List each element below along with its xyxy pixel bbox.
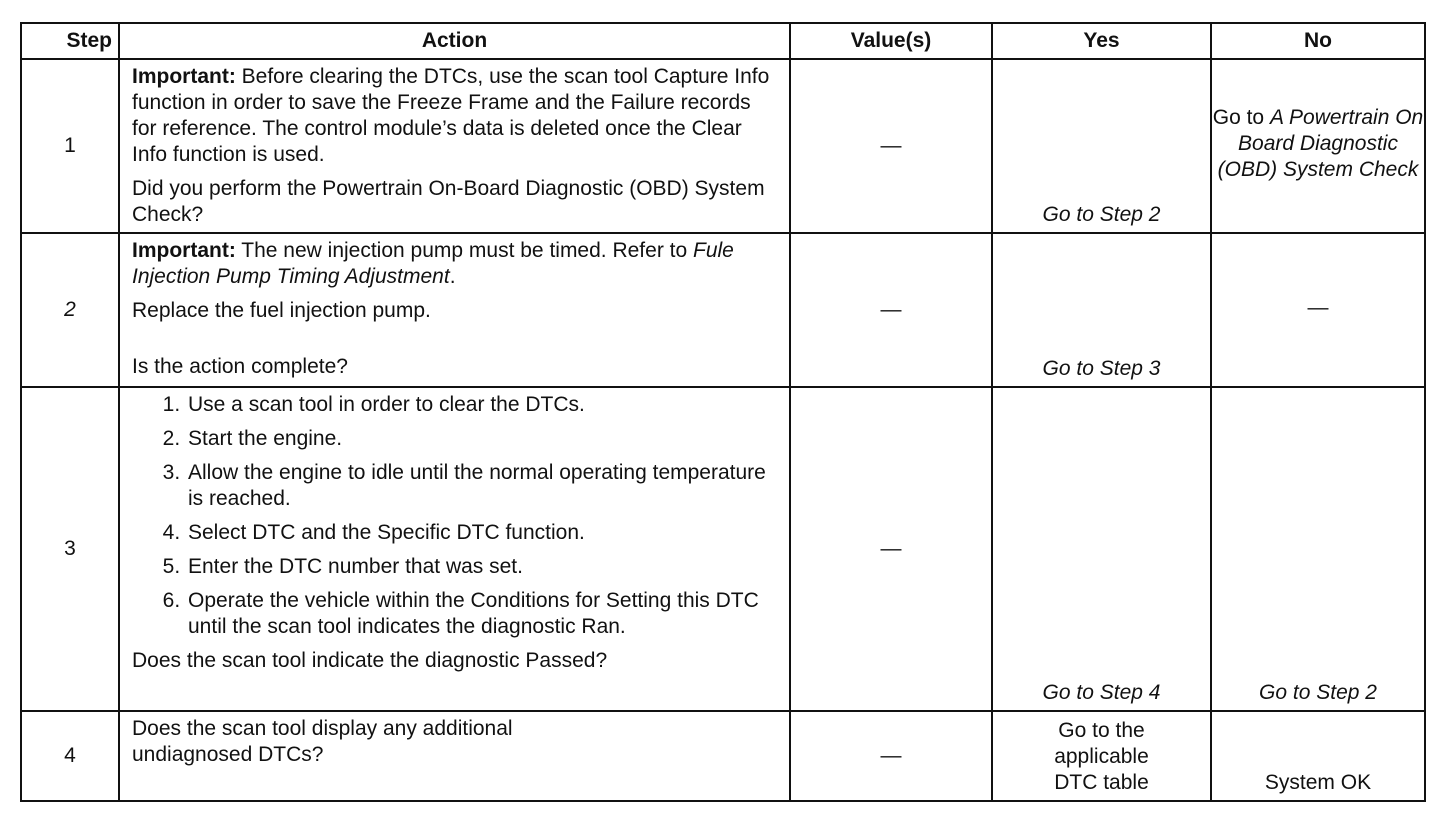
value-cell: — [790, 59, 992, 233]
question-text: Did you perform the Powertrain On-Board Diagnostic (OBD) System Check? [132, 177, 765, 226]
list-item: 1. Use a scan tool in order to clear the DTCs. [186, 392, 779, 418]
no-cell[interactable] [1211, 59, 1425, 233]
diagnostic-table [20, 22, 1426, 802]
no-cell: System OK [1211, 711, 1425, 801]
action-cell [119, 387, 790, 711]
action-cell [119, 233, 790, 387]
instruction-text: Replace the fuel injection pump. [132, 299, 431, 322]
list-item: 5. Enter the DTC number that was set. [186, 554, 779, 580]
question-text: Is the action complete? [132, 355, 348, 378]
header-step: Step [21, 23, 119, 59]
list-item: 4. Select DTC and the Specific DTC function. [186, 520, 779, 546]
no-link[interactable]: A Powertrain On Board Diagnostic (OBD) System Check [1217, 106, 1424, 181]
header-yes: Yes [992, 23, 1211, 59]
table-row-step-1 [21, 59, 1425, 233]
step-number: 1 [21, 59, 119, 233]
yes-cell[interactable]: Go to Step 3 [992, 233, 1211, 387]
value-cell: — [790, 711, 992, 801]
important-end: . [449, 265, 456, 288]
table-row-step-4 [21, 711, 1425, 801]
list-item: 3. Allow the engine to idle until the normal operating temperature is reached. [186, 460, 779, 512]
no-cell[interactable]: Go to Step 2 [1211, 387, 1425, 711]
value-cell: — [790, 233, 992, 387]
question-text: Does the scan tool indicate the diagnostic Passed? [132, 649, 608, 672]
list-item: 2. Start the engine. [186, 426, 779, 452]
list-item: 6. Operate the vehicle within the Conditions for Setting this DTC until the scan tool indicates the diagnostic Ran. [186, 588, 779, 640]
important-text: Before clearing the DTCs, use the scan tool Capture Info function in order to save the Freeze Frame and the Failure records for reference. The control module’s data is deleted once the Clear Info function is used. [132, 65, 770, 166]
step-number: 4 [21, 711, 119, 801]
table-row-step-2 [21, 233, 1425, 387]
action-cell [119, 59, 790, 233]
important-text: The new injection pump must be timed. Refer to [235, 239, 693, 262]
yes-cell[interactable]: Go to the applicable DTC table [992, 711, 1211, 801]
header-values: Value(s) [790, 23, 992, 59]
header-action: Action [119, 23, 790, 59]
no-prefix: Go to [1212, 106, 1270, 129]
step-number: 3 [21, 387, 119, 711]
step-number: 2 [21, 233, 119, 387]
yes-cell[interactable]: Go to Step 4 [992, 387, 1211, 711]
important-label: Important: [132, 239, 236, 262]
procedure-list [132, 392, 779, 640]
question-text: Does the scan tool display any additional undiagnosed DTCs? [132, 717, 513, 766]
important-label: Important: [132, 65, 236, 88]
action-cell [119, 711, 790, 801]
important-link[interactable]: Fule Injection Pump Timing Adjustment [132, 239, 734, 288]
value-cell: — [790, 387, 992, 711]
header-no: No [1211, 23, 1425, 59]
header-row [21, 23, 1425, 59]
yes-cell[interactable]: Go to Step 2 [992, 59, 1211, 233]
table-row-step-3 [21, 387, 1425, 711]
no-cell: — [1211, 233, 1425, 387]
